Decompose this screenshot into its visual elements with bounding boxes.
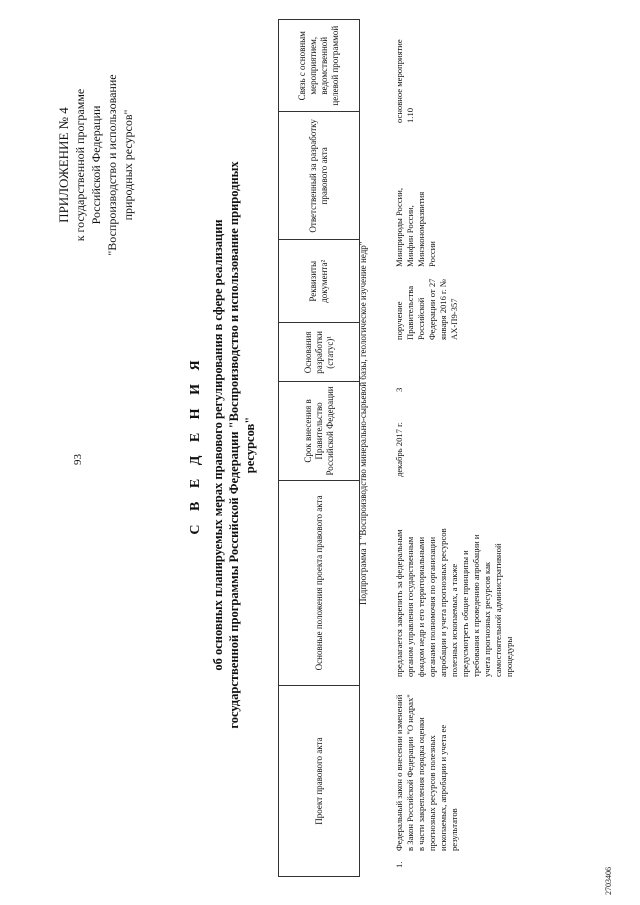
- measures-table: [278, 19, 360, 877]
- column-header: Связь с основным мероприятием, ведомственной целевой программой: [279, 20, 360, 112]
- appendix-line: к государственной программе: [73, 88, 87, 242]
- link-cell: основное мероприятие 1.10: [394, 39, 415, 123]
- appendix-line: "Воспроизводство и использование: [105, 74, 119, 256]
- document-code: 2703406: [604, 867, 613, 895]
- appendix-block: [56, 50, 136, 280]
- table-header-row: [279, 20, 360, 877]
- column-header: Основания разработки (статус)¹: [279, 323, 360, 382]
- heading-line: государственной программы Российской Федерации "Воспроизводство и использование природных ресурсов": [227, 161, 257, 729]
- column-header: Основные положения проекта правового акта: [279, 480, 360, 686]
- column-header: Проект правового акта: [279, 686, 360, 877]
- deadline-cell: декабрь 2017 г.: [394, 422, 404, 477]
- act-cell: Федеральный закон о внесении изменений в Закон Российской Федерации "О недрах" в части закрепления порядка оценки прогнозных ресурсов полезных ископаемых, апробации и учета ее результатов: [394, 694, 459, 851]
- page-number: 93: [72, 454, 84, 465]
- column-header: Реквизиты документа²: [279, 240, 360, 323]
- requisites-cell: поручение Правительства Российской Федерации от 27 января 2016 г. № АХ-П9-357: [394, 278, 459, 340]
- heading-line: об основных планируемых мерах правового регулирования в сфере реализации: [211, 219, 225, 671]
- column-header: Ответственный за разработку правового акта: [279, 112, 360, 240]
- responsible-cell: Минприроды России, Минфин России, Минэкономразвития России: [394, 187, 437, 267]
- document-heading: [188, 135, 258, 755]
- subprogram-title: Подпрограмма 1 "Воспроизводство минерально-сырьевой базы, геологическое изучение недр": [358, 241, 368, 605]
- appendix-line: Российской Федерации: [89, 105, 103, 225]
- provisions-cell: предлагается закрепить за федеральным органом управления государственным фондом недр и его территориальными органами полномочия по организации апробации и учета прогнозных ресурсов полезных ископаемых, а также предусмотреть общие принципы и требования к проведению апробации и учета прогнозных ресурсов как самостоятельной административной процедуры: [394, 528, 514, 677]
- document-title: С В Е Д Е Н И Я: [188, 355, 203, 535]
- appendix-line: природных ресурсов": [121, 109, 135, 221]
- appendix-title: ПРИЛОЖЕНИЕ № 4: [56, 107, 71, 223]
- basis-cell: 3: [394, 387, 404, 392]
- row-number: 1.: [394, 861, 404, 868]
- column-header: Срок внесения в Правительство Российской Федерации: [279, 382, 360, 480]
